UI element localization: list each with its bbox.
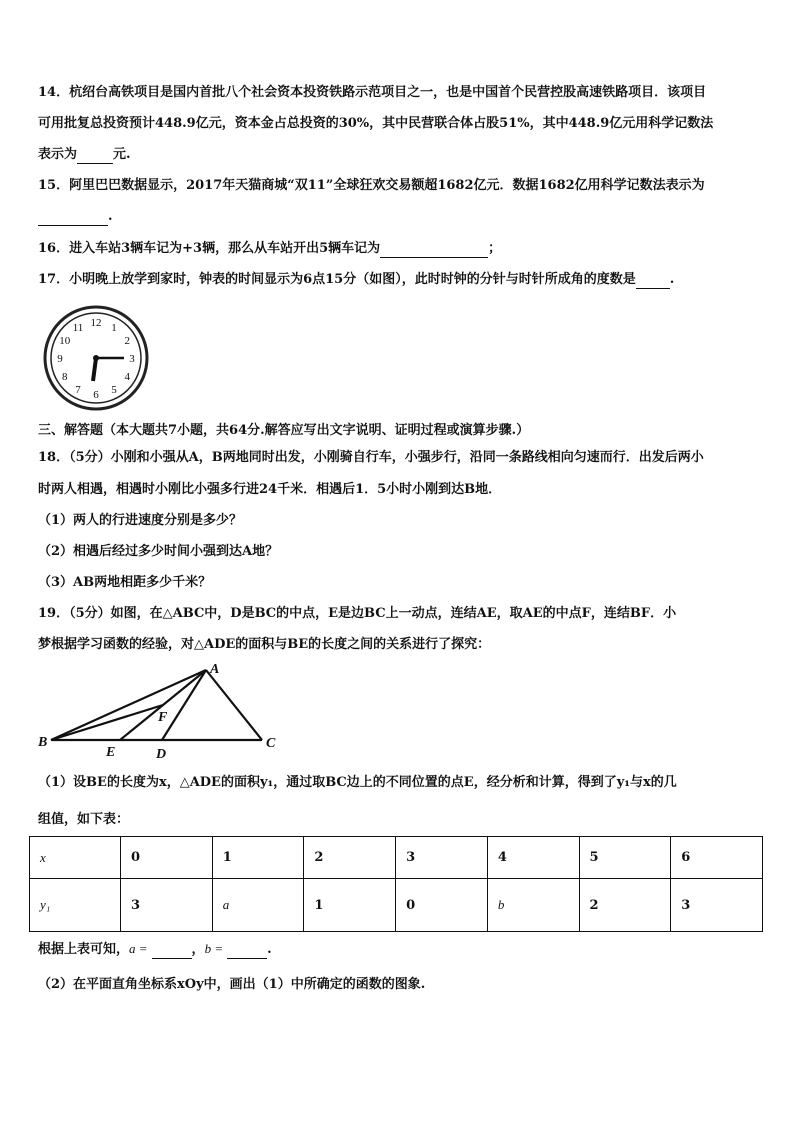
table-cell: 1: [212, 837, 304, 879]
conclusion-sep: ，: [191, 942, 205, 957]
table-row-y: [30, 879, 763, 932]
table-cell: 3: [121, 879, 213, 932]
label-F: F: [158, 710, 168, 725]
values-table: [29, 836, 763, 932]
clock-numeral-11: 11: [72, 321, 84, 334]
table-cell: 2: [579, 879, 671, 932]
triangle-figure: [34, 660, 284, 760]
q14-line3-pre: 表示为: [38, 147, 78, 162]
label-C: C: [266, 736, 276, 751]
table-cell: 1: [304, 879, 396, 932]
q17-text: 17．小明晚上放学到家时，钟表的时间显示为6点15分（如图），此时时钟的分针与时针所成角的度数是: [38, 272, 636, 287]
clock-numeral-9: 9: [57, 353, 63, 365]
a-answer-blank[interactable]: [152, 944, 192, 959]
clock-numeral-2: 2: [124, 335, 130, 347]
label-B: B: [38, 735, 48, 750]
table-header-x: x: [30, 837, 121, 879]
b-label: b =: [204, 941, 224, 956]
q18-sub3: （3）AB两地相距多少千米？: [38, 575, 212, 590]
q14-answer-blank[interactable]: [77, 149, 113, 164]
table-cell-a: a: [212, 879, 304, 932]
conclusion-post: .: [267, 942, 272, 957]
q19-part1-line1: （1）设BE的长度为x，△ADE的面积y₁，通过取BC边上的不同位置的点E，经分析和计算，得到了y₁与x的几: [38, 775, 677, 790]
q18-line1: 18．（5分）小刚和小强从A，B两地同时出发，小刚骑自行车，小强步行，沿同一条路线相向匀速而行．出发后两小: [38, 450, 704, 465]
q19-line2: 梦根据学习函数的经验，对△ADE的面积与BE的长度之间的关系进行了探究：: [38, 637, 491, 652]
clock-numeral-8: 8: [62, 371, 68, 383]
table-cell: 2: [304, 837, 396, 879]
conclusion-pre: 根据上表可知，: [38, 942, 130, 957]
q18-line2: 时两人相遇，相遇时小刚比小强多行进24千米．相遇后1．5小时小刚到达B地．: [38, 482, 502, 497]
label-E: E: [106, 745, 116, 760]
table-row-x: [30, 837, 763, 879]
clock-figure: [40, 305, 152, 411]
table-cell: 4: [487, 837, 579, 879]
table-cell: 6: [671, 837, 763, 879]
q16-answer-blank[interactable]: [380, 243, 488, 258]
q14-line2: 可用批复总投资预计448.9亿元，资本金占总投资的30%，其中民营联合体占股51%，其中448.9亿元用科学记数法: [38, 116, 714, 131]
q14-line3-post: 元.: [113, 147, 131, 162]
table-cell: 0: [396, 879, 488, 932]
label-A: A: [210, 662, 220, 677]
q16-text: 16．进入车站3辆车记为+3辆，那么从车站开出5辆车记为: [38, 241, 381, 256]
q17-answer-blank[interactable]: [636, 274, 670, 289]
clock-numeral-6: 6: [93, 389, 99, 401]
clock-numeral-12: 12: [90, 317, 102, 329]
q14-line3: [38, 146, 764, 164]
clock-numeral-10: 10: [59, 335, 71, 347]
q17-post: .: [669, 272, 675, 287]
clock-numeral-4: 4: [124, 371, 130, 383]
q15-line2: [38, 208, 764, 226]
clock-numeral-5: 5: [111, 384, 117, 397]
q14-line1: 14．杭绍台高铁项目是国内首批八个社会资本投资铁路示范项目之一，也是中国首个民营控股高速铁路项目．该项目: [38, 85, 707, 100]
table-cell: 3: [671, 879, 763, 932]
table-cell: 5: [579, 837, 671, 879]
table-header-y: y₁: [30, 879, 121, 932]
clock-numeral-7: 7: [75, 384, 81, 397]
q19-conclusion: [38, 940, 764, 959]
q18-sub2: （2）相遇后经过多少时间小强到达A地？: [38, 544, 279, 559]
q15-line2-post: .: [108, 209, 113, 224]
q19-part1-line2: 组值，如下表：: [38, 812, 130, 827]
q19-part2: （2）在平面直角坐标系xOy中，画出（1）中所确定的函数的图象.: [38, 977, 426, 992]
clock-center: [93, 355, 99, 361]
table-cell: 3: [396, 837, 488, 879]
a-label: a =: [129, 941, 148, 956]
q18-sub1: （1）两人的行进速度分别是多少？: [38, 513, 243, 528]
clock-numeral-1: 1: [111, 321, 117, 334]
label-D: D: [156, 747, 167, 760]
q15-line1: 15．阿里巴巴数据显示，2017年天猫商城“双11”全球狂欢交易额超1682亿元．数据1682亿用科学记数法表示为: [38, 178, 705, 193]
table-cell: 0: [121, 837, 213, 879]
q19-line1: 19．（5分）如图，在△ABC中，D是BC的中点，E是边BC上一动点，连结AE，取AE的中点F，连结BF．小: [38, 606, 677, 621]
q16-line: [38, 240, 764, 258]
q16-post: ；: [488, 241, 502, 256]
q17-line: [38, 271, 764, 289]
section3-title: 三、解答题（本大题共7小题，共64分.解答应写出文字说明、证明过程或演算步骤.）: [38, 423, 530, 438]
b-answer-blank[interactable]: [227, 944, 267, 959]
clock-numeral-3: 3: [129, 353, 135, 365]
q15-answer-blank[interactable]: [38, 211, 108, 226]
table-cell-b: b: [487, 879, 579, 932]
